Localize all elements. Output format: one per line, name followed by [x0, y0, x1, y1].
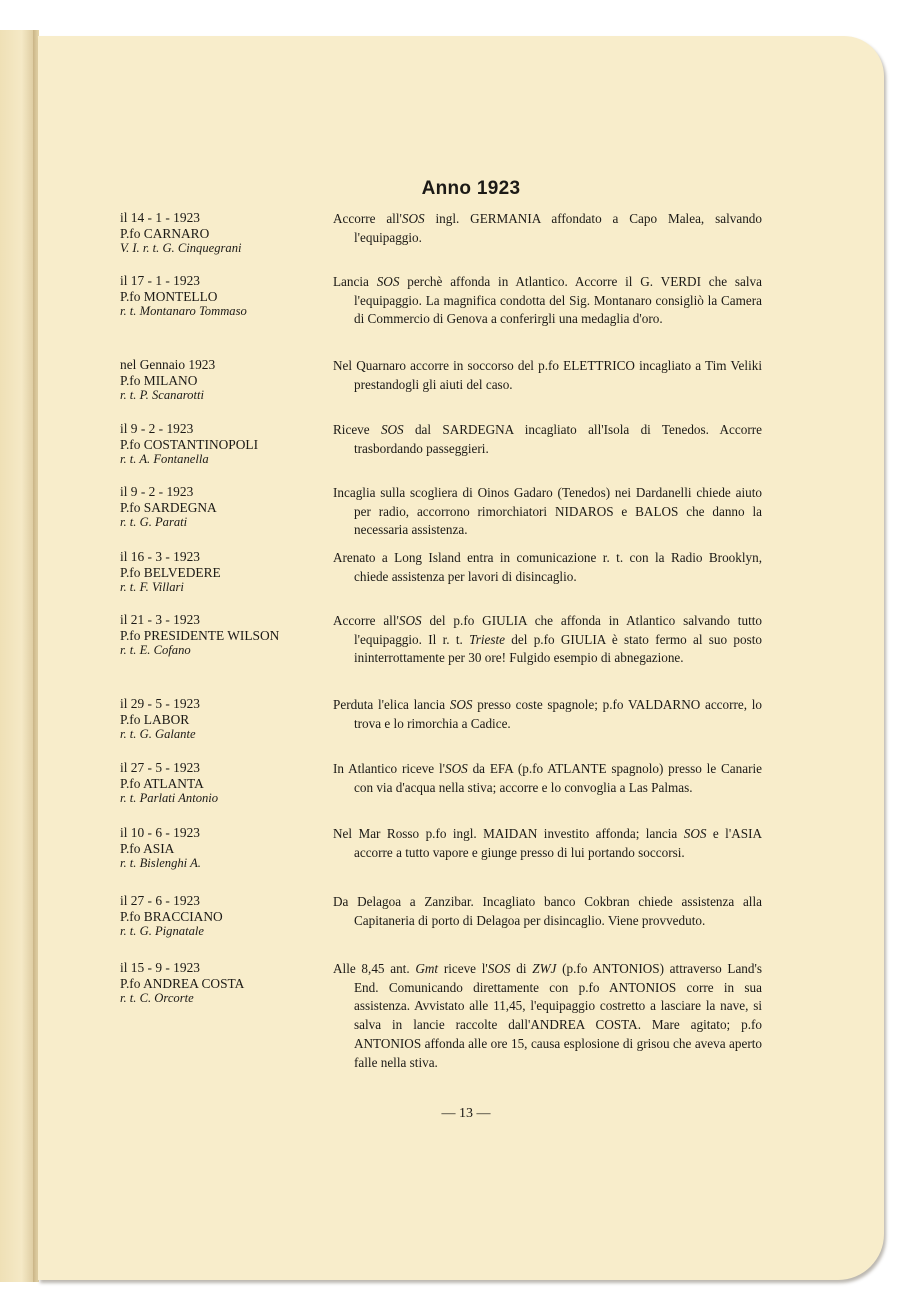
entry-description [333, 421, 762, 458]
entry-date: il 17 - 1 - 1923 [120, 273, 200, 288]
description-text: Incaglia sulla scogliera di Oinos Gadaro (Tenedos) nei Dardanelli chiede aiuto per radio, accorrono rimorchiatori NIDAROS e BALOS che danno la necessaria assistenza. [333, 485, 762, 538]
entry-date: il 15 - 9 - 1923 [120, 960, 200, 975]
entry-meta [120, 696, 325, 743]
entry-ship: P.fo ASIA [120, 840, 175, 856]
entry-description [333, 549, 762, 586]
entry-ship: P.fo COSTANTINOPOLI [120, 436, 259, 452]
entry-ship: P.fo CARNARO [120, 225, 210, 241]
entry-operator: r. t. P. Scanarotti [120, 388, 204, 402]
description-italic-term: Trieste [469, 631, 505, 647]
description-text: dal SARDEGNA incagliato all'Isola di Tenedos. Accorre trasbordando passeggieri. [354, 422, 762, 456]
description-text: (p.fo ANTONIOS) attraverso Land's End. Comunicando direttamente con p.fo ANTONIOS corre in sua assistenza. Avvistato alle 11,45, l'equipaggio costretto a lasciare la nave, si salva in lancie raccolte dall'ANDREA COSTA. Mare agitato; p.fo ANTONIOS affonda alle ore 15, causa esplosione di grisou che aveva aperto falle nella stiva. [354, 961, 763, 1070]
entry-date: il 9 - 2 - 1923 [120, 484, 194, 499]
entry-ship: P.fo ANDREA COSTA [120, 975, 245, 991]
description-italic-term: SOS [376, 274, 400, 289]
entry-ship: P.fo MONTELLO [120, 288, 218, 304]
description-text: ingl. GERMANIA affondato a Capo Malea, salvando l'equipaggio. [354, 211, 762, 245]
entry-description [333, 960, 762, 1072]
previous-page-edge [0, 30, 36, 1282]
entry-date: il 27 - 6 - 1923 [120, 893, 200, 908]
description-text: da EFA (p.fo ATLANTE spagnolo) presso le Canarie con via d'acqua nella stiva; accorre e lo convoglia a Las Palmas. [354, 761, 762, 795]
entry-description [333, 273, 762, 329]
entry-meta [120, 549, 325, 596]
entry-description [333, 825, 762, 862]
entry-ship: P.fo ATLANTA [120, 775, 204, 791]
description-text: Nel Quarnaro accorre in soccorso del p.fo ELETTRICO incagliato a Tim Veliki prestandogli gli aiuti del caso. [333, 358, 762, 392]
entry-meta [120, 210, 325, 257]
entry-date: il 9 - 2 - 1923 [120, 421, 194, 436]
entry-ship: P.fo BRACCIANO [120, 908, 223, 924]
description-italic-term: SOS [401, 211, 425, 226]
entry-meta [120, 484, 325, 531]
entry-operator: r. t. A. Fontanella [120, 452, 209, 466]
entry-date: il 10 - 6 - 1923 [120, 825, 200, 840]
entry-date: il 14 - 1 - 1923 [120, 210, 200, 225]
entry-description [333, 357, 762, 394]
entry-ship: P.fo BELVEDERE [120, 564, 221, 580]
description-text: Alle 8,45 ant. [333, 961, 416, 976]
entry-meta [120, 760, 325, 807]
entry-operator: r. t. E. Cofano [120, 643, 191, 657]
page-number: — 13 — [441, 1106, 491, 1121]
entry-meta [120, 421, 325, 468]
description-text: presso coste spagnole; p.fo VALDARNO accorre, lo trova e lo rimorchia a Cadice. [354, 697, 763, 731]
entry-date: il 16 - 3 - 1923 [120, 549, 200, 564]
description-italic-term: SOS [449, 697, 473, 712]
description-text: Da Delagoa a Zanzibar. Incagliato banco Cokbran chiede assistenza alla Capitaneria di porto di Delagoa per disincaglio. Viene provveduto. [333, 894, 762, 928]
description-italic-term: Gmt [415, 961, 439, 976]
description-italic-term: ZWJ [532, 961, 557, 976]
entry-date: nel Gennaio 1923 [120, 357, 216, 372]
description-text: In Atlantico riceve l' [333, 761, 446, 776]
entry-operator: r. t. F. Villari [120, 580, 184, 594]
entry-description [333, 893, 762, 930]
entry-meta [120, 273, 325, 320]
description-text: del p.fo GIULIA che affonda in Atlantico salvando tutto l'equipaggio. Il r. t. [354, 613, 762, 647]
description-text: Riceve [333, 422, 381, 437]
entry-operator: r. t. G. Parati [120, 515, 188, 529]
description-italic-term: SOS [683, 826, 707, 841]
entry-meta [120, 612, 325, 659]
description-text: del p.fo GIULIA è stato fermo al suo posto ininterrottamente per 30 ore! Fulgido esempio di abnegazione. [354, 631, 762, 666]
entry-description [333, 484, 762, 540]
entry-operator: r. t. G. Pignatale [120, 924, 204, 938]
entry-operator: r. t. C. Orcorte [120, 991, 194, 1005]
entry-operator: V. I. r. t. G. Cinquegrani [120, 241, 242, 255]
description-text: riceve l' [438, 961, 488, 976]
entry-operator: r. t. Parlati Antonio [120, 791, 219, 805]
entry-meta [120, 960, 325, 1007]
description-text: Accorre all' [333, 211, 402, 226]
entry-operator: r. t. G. Galante [120, 727, 196, 741]
description-text: di [510, 961, 533, 976]
description-italic-term: SOS [445, 761, 468, 776]
entry-meta [120, 893, 325, 940]
description-italic-term: SOS [487, 961, 511, 976]
description-text: Perduta l'elica lancia [333, 697, 450, 712]
description-text: Lancia [333, 274, 377, 289]
entry-operator: r. t. Montanaro Tommaso [120, 304, 247, 318]
entry-meta [120, 825, 325, 872]
description-text: Arenato a Long Island entra in comunicazione r. t. con la Radio Brooklyn, chiede assistenza per lavori di disincaglio. [333, 550, 762, 584]
entry-ship: P.fo MILANO [120, 372, 198, 388]
entry-date: il 29 - 5 - 1923 [120, 696, 200, 711]
entry-description [333, 760, 762, 797]
description-italic-term: SOS [398, 613, 422, 628]
entry-ship: P.fo LABOR [120, 711, 190, 727]
entry-ship: P.fo SARDEGNA [120, 499, 217, 515]
description-italic-term: SOS [380, 422, 404, 437]
entry-description [333, 210, 762, 247]
entry-description [333, 612, 762, 668]
page-title: Anno 1923 [421, 178, 521, 199]
description-text: Nel Mar Rosso p.fo ingl. MAIDAN investito affonda; lancia [333, 826, 684, 841]
entry-description [333, 696, 762, 733]
entry-meta [120, 357, 325, 404]
entry-date: il 21 - 3 - 1923 [120, 612, 200, 627]
entry-ship: P.fo PRESIDENTE WILSON [120, 627, 280, 643]
description-text: e l'ASIA accorre a tutto vapore e giunge presso di lui portando soccorsi. [354, 826, 763, 860]
description-text: perchè affonda in Atlantico. Accorre il G. VERDI che salva l'equipaggio. La magnifica condotta del Sig. Montanaro consigliò la Camera di Commercio di Genova a conferirgli una medaglia d'oro. [354, 274, 763, 327]
entry-operator: r. t. Bislenghi A. [120, 856, 201, 870]
entry-date: il 27 - 5 - 1923 [120, 760, 200, 775]
description-text: Accorre all' [333, 613, 399, 628]
